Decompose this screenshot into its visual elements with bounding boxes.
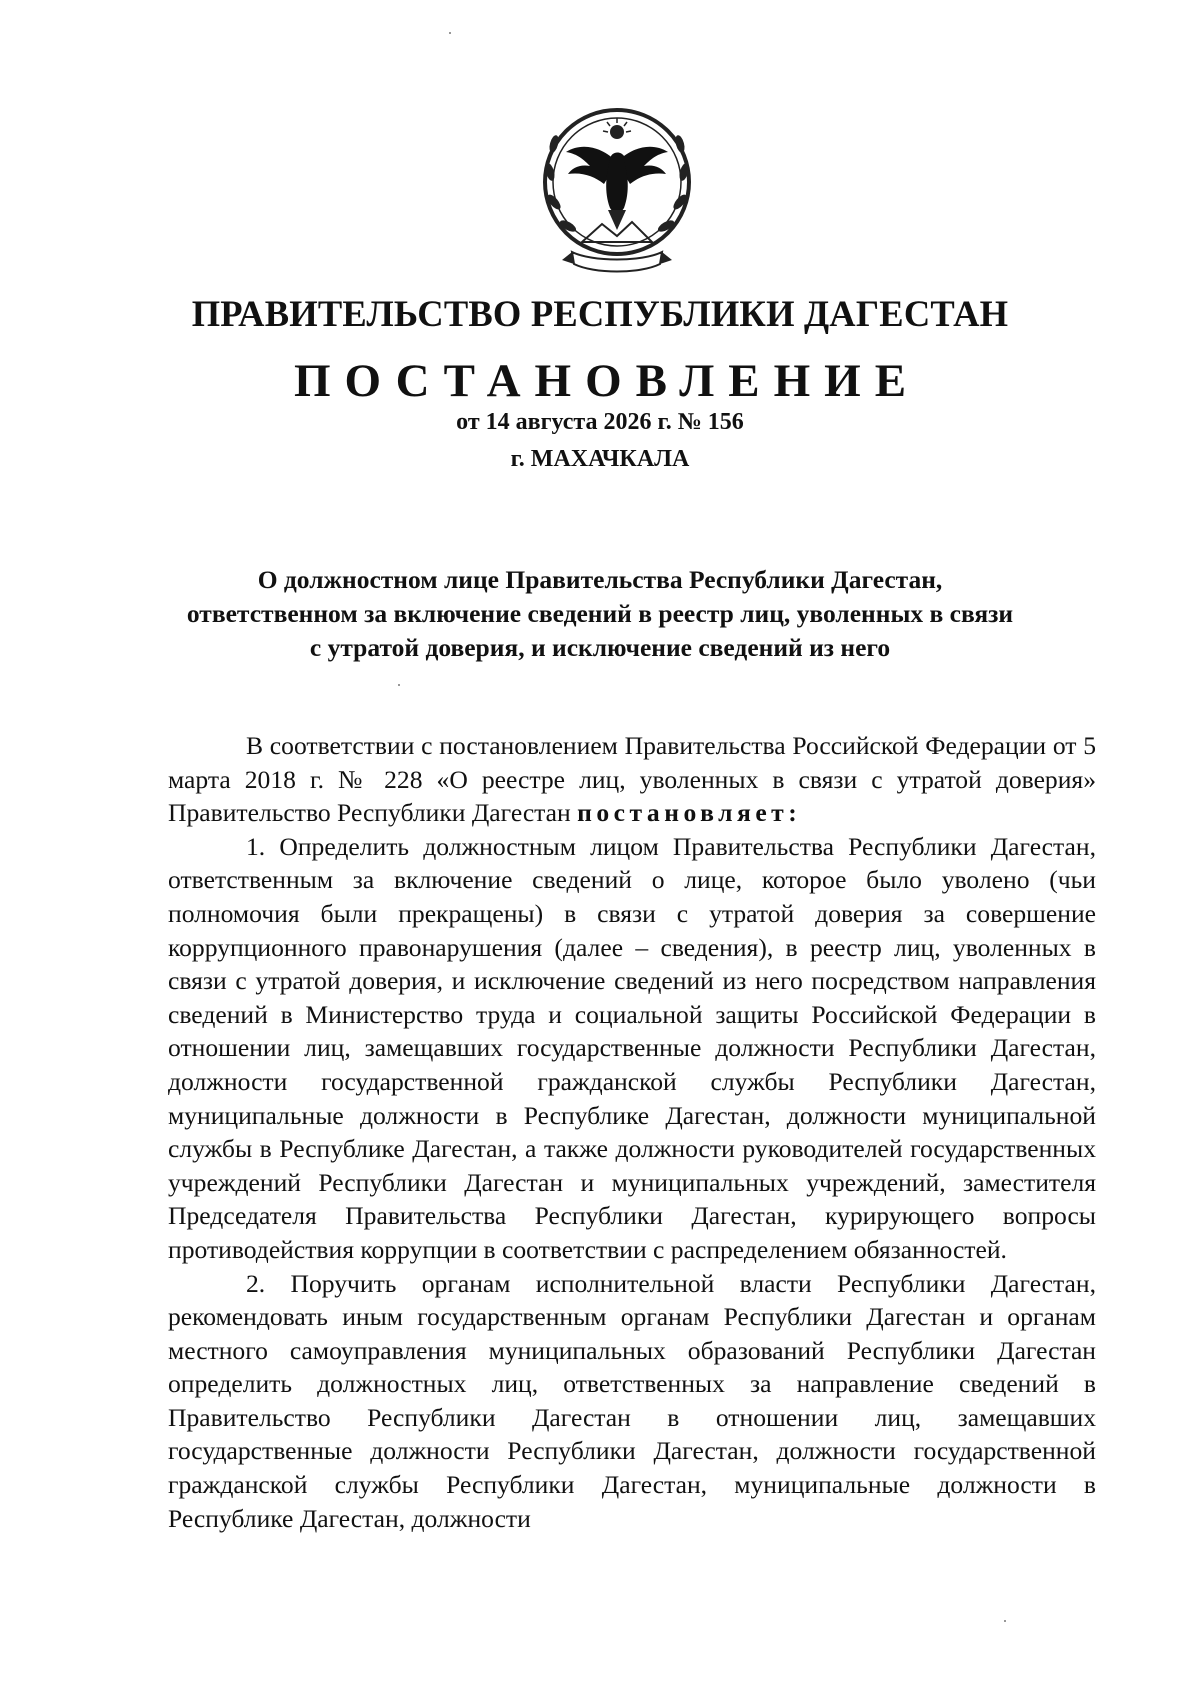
document-date-number: от 14 августа 2026 г. № 156 bbox=[456, 409, 744, 435]
paragraph-1: 1. Определить должностным лицом Правительства Республики Дагестан, ответственным за включение сведений о лице, которое было уволено (чьи полномочия были прекращены) в связи с утратой доверия за совершение коррупционного правонарушения (далее – сведения), в реестр лиц, уволенных в связи с утратой доверия, и исключение сведений из него посредством направления сведений в Министерство труда и социальной защиты Российской Федерации в отношении лиц, замещавших государственные должности Республики Дагестан, должности государственной гражданской службы Республики Дагестан, муниципальные должности в Республике Дагестан, должности муниципальной службы в Республике Дагестан, а также должности руководителей государственных учреждений Республики Дагестан и муниципальных учреждений, заместителя Председателя Правительства Республики Дагестан, курирующего вопросы противодействия коррупции в соответствии с распределением обязанностей. bbox=[168, 831, 1096, 1264]
preamble-text: В соответствии с постановлением Правительства Российской Федерации от 5 марта 2018 г. № 228 «О реестре лиц, уволенных в связи с утратой доверия» Правительство Республики Дагестан bbox=[168, 731, 1096, 828]
document-body bbox=[168, 729, 1096, 1535]
document-title-line: О должностном лице Правительства Республики Дагестан, bbox=[257, 565, 943, 594]
document-city: г. МАХАЧКАЛА bbox=[510, 446, 690, 472]
paragraph-2: 2. Поручить органам исполнительной власти Республики Дагестан, рекомендовать иным государственным органам Республики Дагестан и органам местного самоуправления муниципальных образований Республики Дагестан определить должностных лиц, ответственных за направление сведений в Правительство Республики Дагестан в отношении лиц, замещавших государственные должности Республики Дагестан, должности государственной гражданской службы Республики Дагестан, муниципальные должности в Республике Дагестан, должности bbox=[168, 1268, 1096, 1533]
document-type-heading: ПОСТАНОВЛЕНИЕ bbox=[293, 355, 921, 407]
government-name: ПРАВИТЕЛЬСТВО РЕСПУБЛИКИ ДАГЕСТАН bbox=[191, 293, 1009, 334]
preamble-paragraph bbox=[168, 729, 1096, 830]
document-title bbox=[140, 563, 1060, 665]
scan-speck bbox=[449, 32, 451, 34]
scan-speck bbox=[1004, 1620, 1006, 1622]
document-title-line: с утратой доверия, и исключение сведений из него bbox=[309, 633, 891, 662]
decree-word: постановляет: bbox=[577, 798, 802, 828]
dagestan-coat-of-arms-icon bbox=[532, 102, 702, 282]
document-title-line: ответственном за включение сведений в реестр лиц, уволенных в связи bbox=[186, 599, 1014, 628]
scan-speck bbox=[398, 684, 400, 686]
